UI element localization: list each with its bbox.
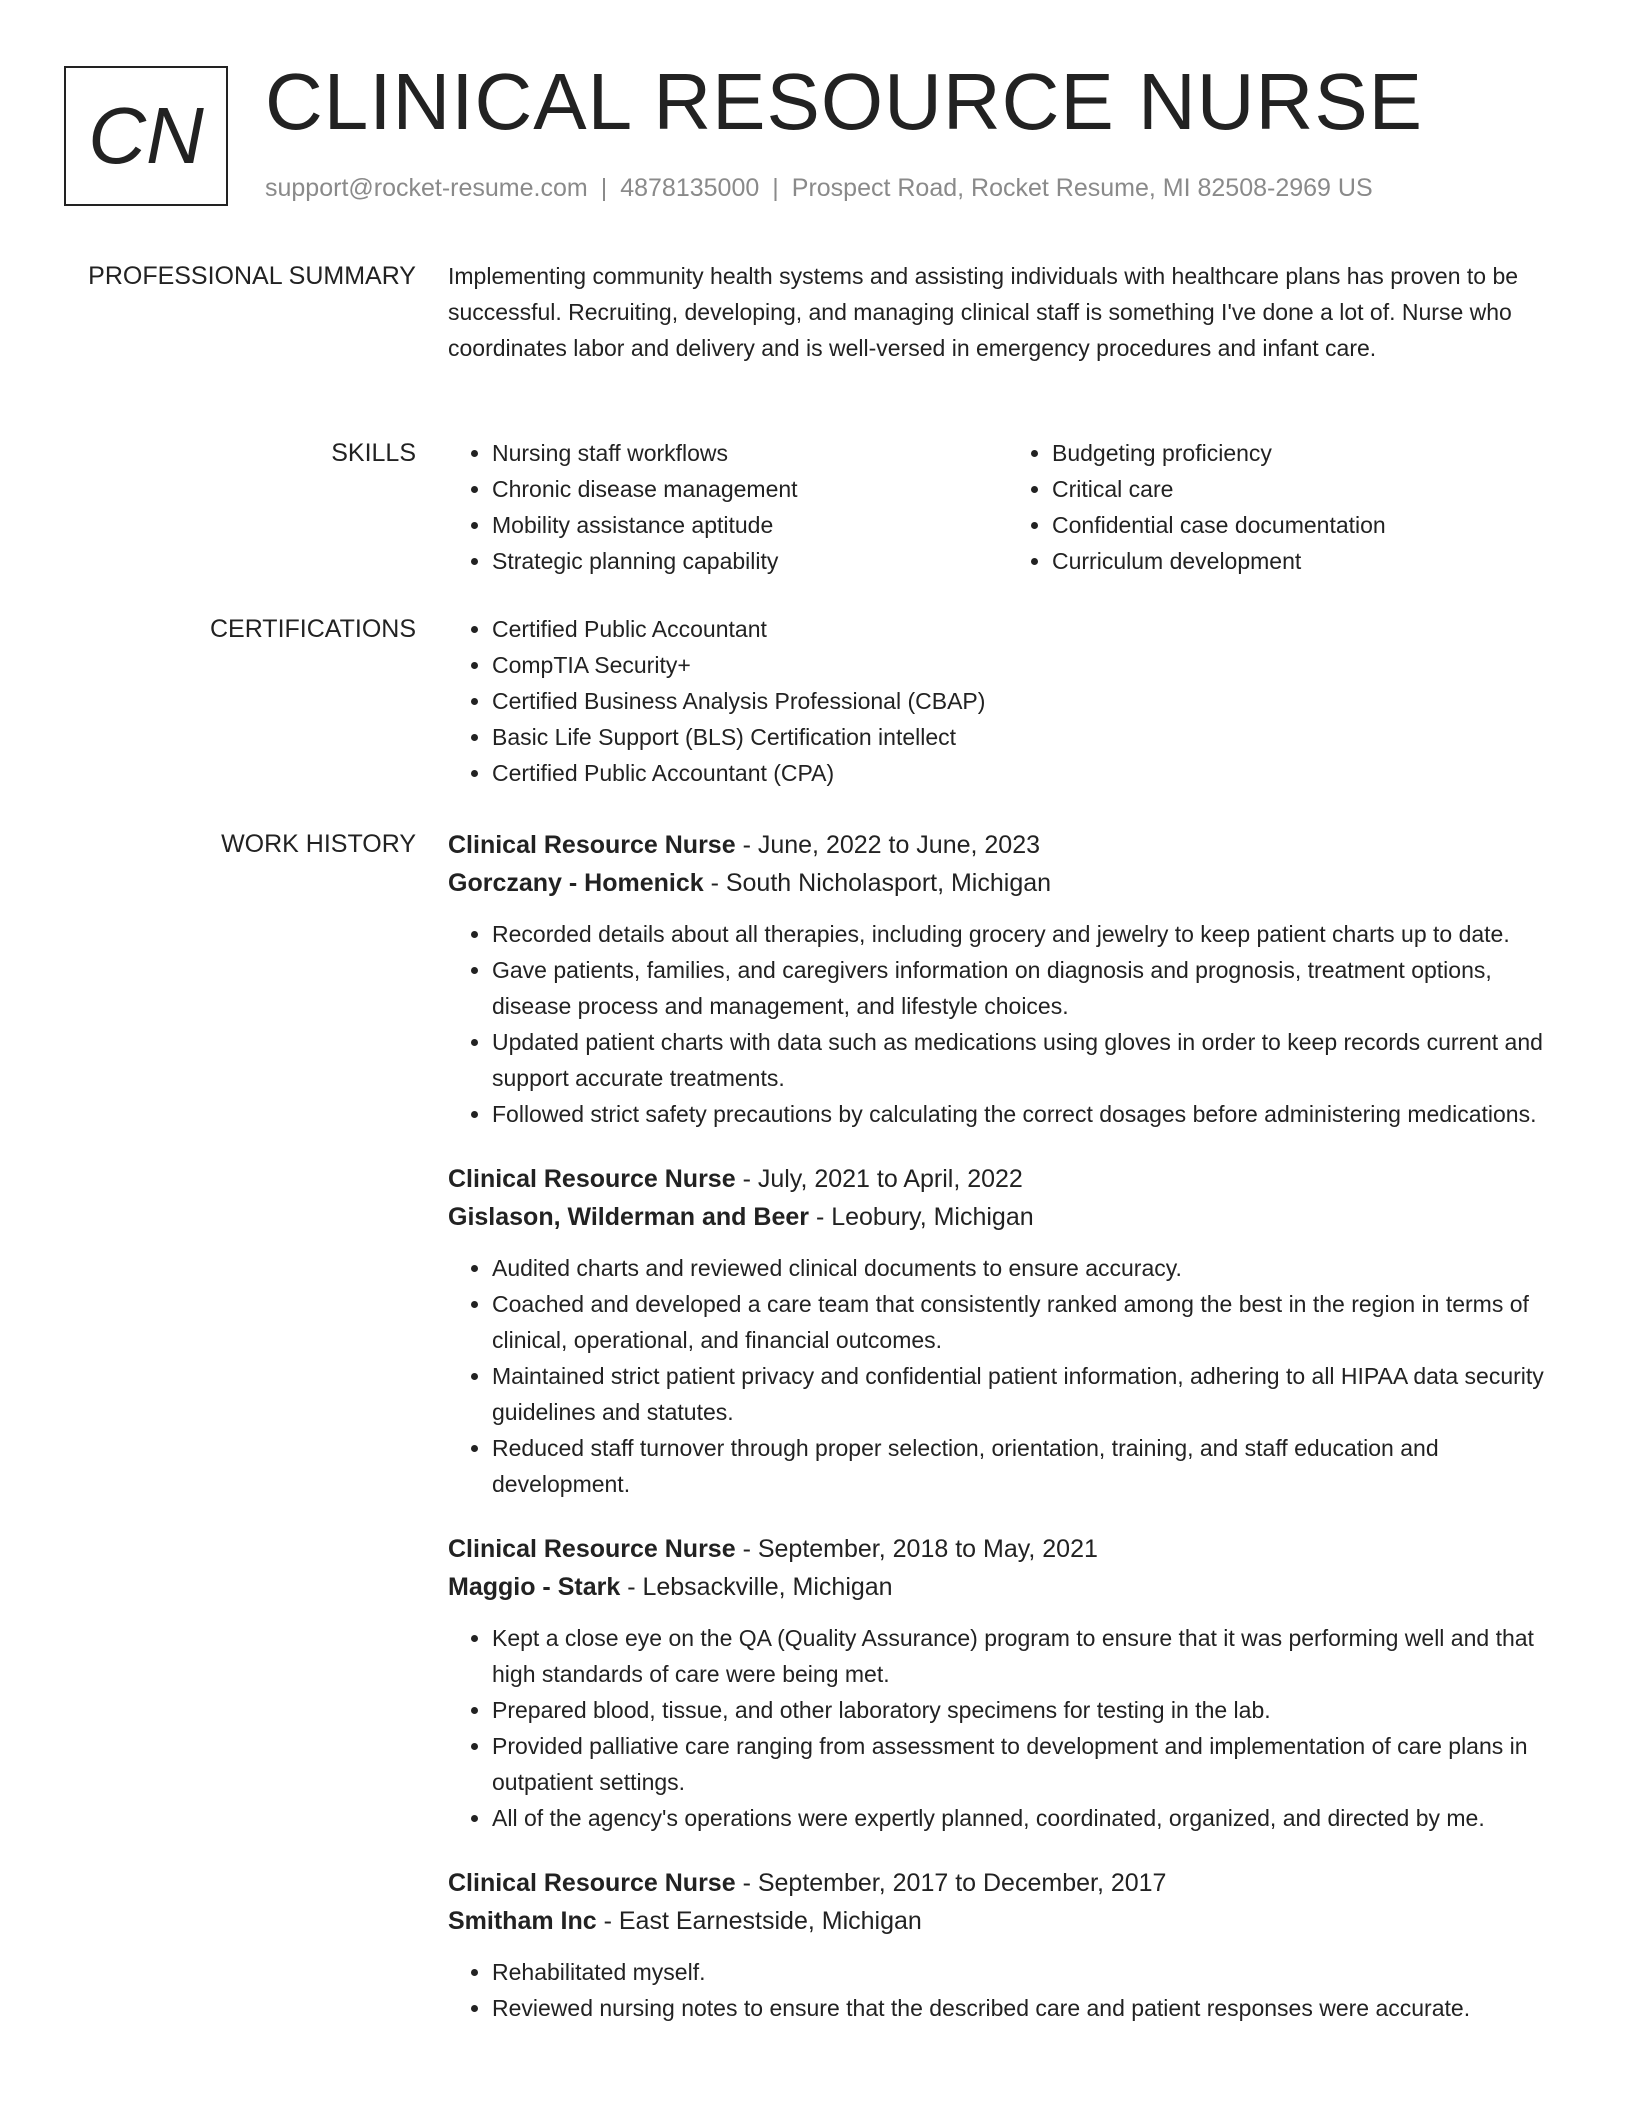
skills-list-left bbox=[448, 435, 1008, 579]
certifications-heading: CERTIFICATIONS bbox=[209, 615, 416, 643]
job-bullet: • Recorded details about all therapies, including grocery and jewelry to keep patient charts up to date. bbox=[492, 916, 1568, 952]
job-location: - East Earnestside, Michigan bbox=[596, 1907, 922, 1935]
separator: | bbox=[772, 174, 779, 202]
job-bullet: • Reviewed nursing notes to ensure that the described care and patient responses were accurate. bbox=[492, 1990, 1568, 2026]
job-company: Maggio - Stark bbox=[448, 1573, 621, 1601]
skill-item: • Strategic planning capability bbox=[492, 543, 1008, 579]
skill-item: • Critical care bbox=[1052, 471, 1568, 507]
job-company: Gislason, Wilderman and Beer bbox=[448, 1203, 809, 1231]
skill-item: • Mobility assistance aptitude bbox=[492, 507, 1008, 543]
job-bullet: • Prepared blood, tissue, and other laboratory specimens for testing in the lab. bbox=[492, 1692, 1568, 1728]
work-history-heading: WORK HISTORY bbox=[221, 830, 416, 858]
skill-item: • Chronic disease management bbox=[492, 471, 1008, 507]
job-bullets bbox=[448, 1620, 1568, 1836]
separator: | bbox=[600, 174, 608, 202]
resume-title: CLINICAL RESOURCE NURSE bbox=[265, 57, 1424, 146]
certifications-list bbox=[448, 611, 1568, 791]
job-title: Clinical Resource Nurse bbox=[448, 1165, 736, 1193]
certification-item: • Certified Public Accountant (CPA) bbox=[492, 755, 1568, 791]
skill-item: • Curriculum development bbox=[1052, 543, 1568, 579]
job-dates: - June, 2022 to June, 2023 bbox=[735, 831, 1041, 859]
job-bullet: • Audited charts and reviewed clinical documents to ensure accuracy. bbox=[492, 1250, 1568, 1286]
job-bullets bbox=[448, 916, 1568, 1132]
skills-list-right bbox=[1008, 435, 1568, 579]
job-bullet: • Maintained strict patient privacy and confidential patient information, adhering to all HIPAA data security guidelines and statutes. bbox=[492, 1358, 1568, 1430]
job-bullet: • Reduced staff turnover through proper selection, orientation, training, and staff education and development. bbox=[492, 1430, 1568, 1502]
job-dates: - July, 2021 to April, 2022 bbox=[735, 1165, 1023, 1193]
job-bullet: • Rehabilitated myself. bbox=[492, 1954, 1568, 1990]
contact-address: Prospect Road, Rocket Resume, MI 82508-2969 US bbox=[791, 174, 1373, 202]
contact-line bbox=[265, 174, 1373, 203]
summary-text: Implementing community health systems and assisting individuals with healthcare plans has proven to be successful. Recruiting, developing, and managing clinical staff is something I've done a lot of. Nurse who coordinates labor and delivery and is well-versed in emergency procedures and infant care. bbox=[448, 263, 1519, 361]
certification-item: • Certified Business Analysis Professional (CBAP) bbox=[492, 683, 1568, 719]
job-entry bbox=[448, 1530, 1568, 1836]
job-entry bbox=[448, 826, 1568, 1132]
contact-email[interactable]: support@rocket-resume.com bbox=[265, 174, 588, 202]
job-bullets bbox=[448, 1954, 1568, 2026]
job-location: - Leobury, Michigan bbox=[809, 1203, 1034, 1231]
job-bullet: • Followed strict safety precautions by calculating the correct dosages before administering medications. bbox=[492, 1096, 1568, 1132]
certification-item: • Certified Public Accountant bbox=[492, 611, 1568, 647]
contact-phone[interactable]: 4878135000 bbox=[620, 174, 760, 202]
job-entry bbox=[448, 1864, 1568, 2026]
summary-heading: PROFESSIONAL SUMMARY bbox=[88, 262, 416, 290]
job-dates: - September, 2017 to December, 2017 bbox=[735, 1869, 1167, 1897]
job-bullet: • Updated patient charts with data such as medications using gloves in order to keep records current and support accurate treatments. bbox=[492, 1024, 1568, 1096]
skill-item: • Confidential case documentation bbox=[1052, 507, 1568, 543]
certification-item: • Basic Life Support (BLS) Certification intellect bbox=[492, 719, 1568, 755]
job-bullet: • Provided palliative care ranging from assessment to development and implementation of care plans in outpatient settings. bbox=[492, 1728, 1568, 1800]
job-title: Clinical Resource Nurse bbox=[448, 831, 736, 859]
job-bullet: • Coached and developed a care team that consistently ranked among the best in the region in terms of clinical, operational, and financial outcomes. bbox=[492, 1286, 1568, 1358]
job-bullet: • Kept a close eye on the QA (Quality Assurance) program to ensure that it was performing well and that high standards of care were being met. bbox=[492, 1620, 1568, 1692]
skills-heading: SKILLS bbox=[331, 439, 416, 467]
skill-item: • Nursing staff workflows bbox=[492, 435, 1008, 471]
job-location: - South Nicholasport, Michigan bbox=[703, 869, 1052, 897]
job-title: Clinical Resource Nurse bbox=[448, 1869, 736, 1897]
job-entry bbox=[448, 1160, 1568, 1502]
monogram-badge: CN bbox=[64, 66, 228, 206]
job-bullet: • Gave patients, families, and caregivers information on diagnosis and prognosis, treatment options, disease process and management, and lifestyle choices. bbox=[492, 952, 1568, 1024]
job-company: Smitham Inc bbox=[448, 1907, 597, 1935]
job-location: - Lebsackville, Michigan bbox=[620, 1573, 893, 1601]
job-bullet: • All of the agency's operations were expertly planned, coordinated, organized, and directed by me. bbox=[492, 1800, 1568, 1836]
skill-item: • Budgeting proficiency bbox=[1052, 435, 1568, 471]
job-dates: - September, 2018 to May, 2021 bbox=[735, 1535, 1098, 1563]
job-bullets bbox=[448, 1250, 1568, 1502]
certification-item: • CompTIA Security+ bbox=[492, 647, 1568, 683]
job-company: Gorczany - Homenick bbox=[448, 869, 704, 897]
job-title: Clinical Resource Nurse bbox=[448, 1535, 736, 1563]
